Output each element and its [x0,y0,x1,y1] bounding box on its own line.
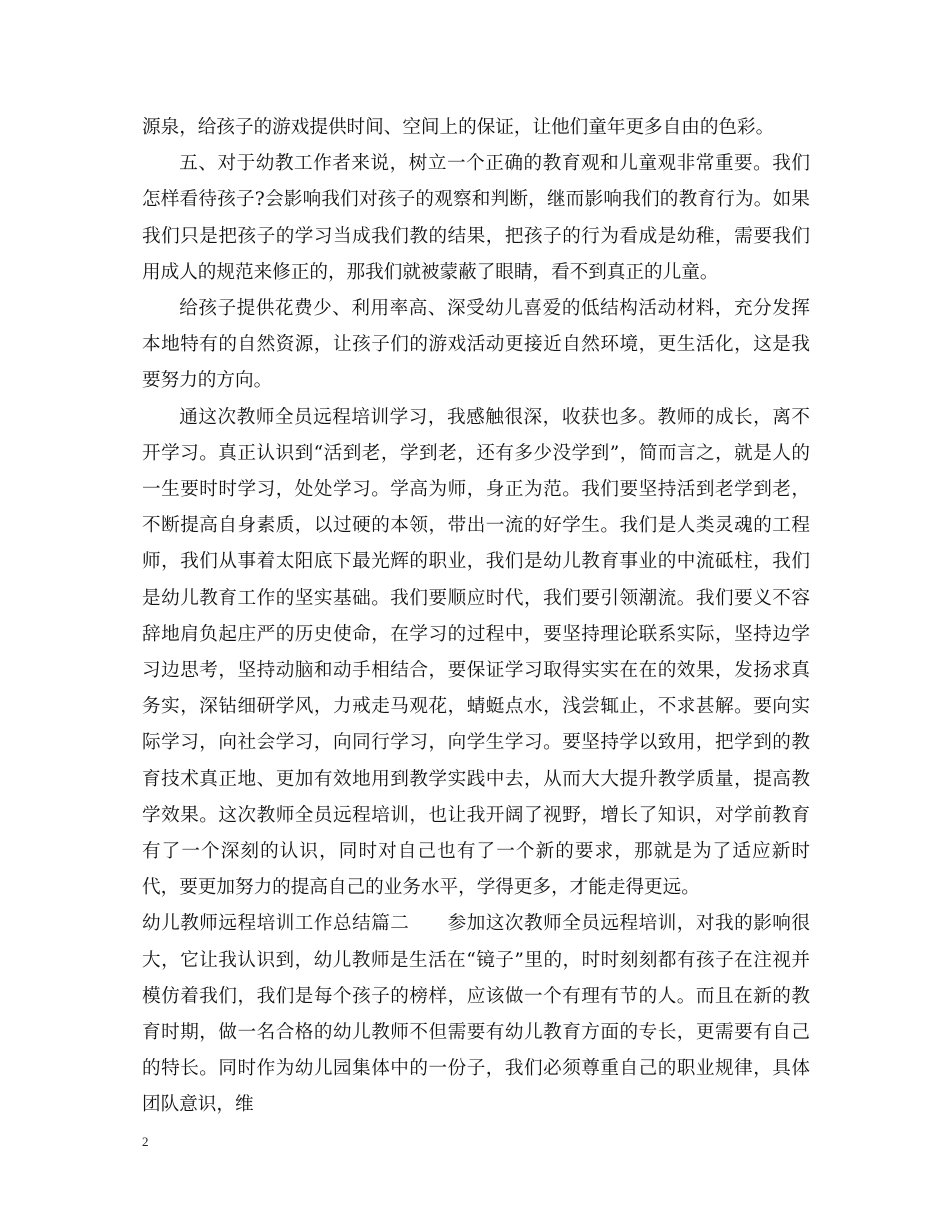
paragraph-summary-part-two: 幼儿教师远程培训工作总结篇二 参加这次教师全员远程培训，对我的影响很大，它让我认识到，幼儿教师是生活在“镜子”里的，时时刻刻都有孩子在注视并模仿着我们，我们是每个孩子的榜样，应该做一个有理有节的人。而且在新的教育时期，做一名合格的幼儿教师不但需要有幼儿教育方面的专长，更需要有自己的特长。同时作为幼儿园集体中的一份子，我们必须尊重自己的职业规律，具体团队意识，维 [142,913,810,1116]
page-number: 2 [142,1134,149,1149]
paragraph-education-view: 五、对于幼教工作者来说，树立一个正确的教育观和儿童观非常重要。我们怎样看待孩子?会影响我们对孩子的观察和判断，继而影响我们的教育行为。如果我们只是把孩子的学习当成我们教的结果，把孩子的行为看成是幼稚，需要我们用成人的规范来修正的，那我们就被蒙蔽了眼睛，看不到真正的儿童。 [142,153,810,283]
paragraph-materials: 给孩子提供花费少、利用率高、深受幼儿喜爱的低结构活动材料，充分发挥本地特有的自然资源，让孩子们的游戏活动更接近自然环境，更生活化，这是我要努力的方向。 [142,298,810,392]
body-text [142,110,810,1124]
paragraph-training-reflection: 通这次教师全员远程培训学习，我感触很深，收获也多。教师的成长，离不开学习。真正认识到“活到老，学到老，还有多少没学到”，简而言之，就是人的一生要时时学习，处处学习。学高为师，身正为范。我们要坚持活到老学到老，不断提高自身素质，以过硬的本领，带出一流的好学生。我们是人类灵魂的工程师，我们从事着太阳底下最光辉的职业，我们是幼儿教育事业的中流砥柱，我们是幼儿教育工作的坚实基础。我们要顺应时代，我们要引领潮流。我们要义不容辞地肩负起庄严的历史使命，在学习的过程中，要坚持理论联系实际，坚持边学习边思考，坚持动脑和动手相结合，要保证学习取得实实在在的效果，发扬求真务实，深钻细研学风，力戒走马观花，蜻蜓点水，浅尝辄止，不求甚解。要向实际学习，向社会学习，向同行学习，向学生学习。要坚持学以致用，把学到的教育技术真正地、更加有效地用到教学实践中去，从而大大提升教学质量，提高教学效果。这次教师全员远程培训，也让我开阔了视野，增长了知识，对学前教育有了一个深刻的认识，同时对自己也有了一个新的要求，那就是为了适应新时代，要更加努力的提高自己的业务水平，学得更多，才能走得更远。 [142,406,810,899]
paragraph-continuation: 源泉，给孩子的游戏提供时间、空间上的保证，让他们童年更多自由的色彩。 [142,117,775,138]
